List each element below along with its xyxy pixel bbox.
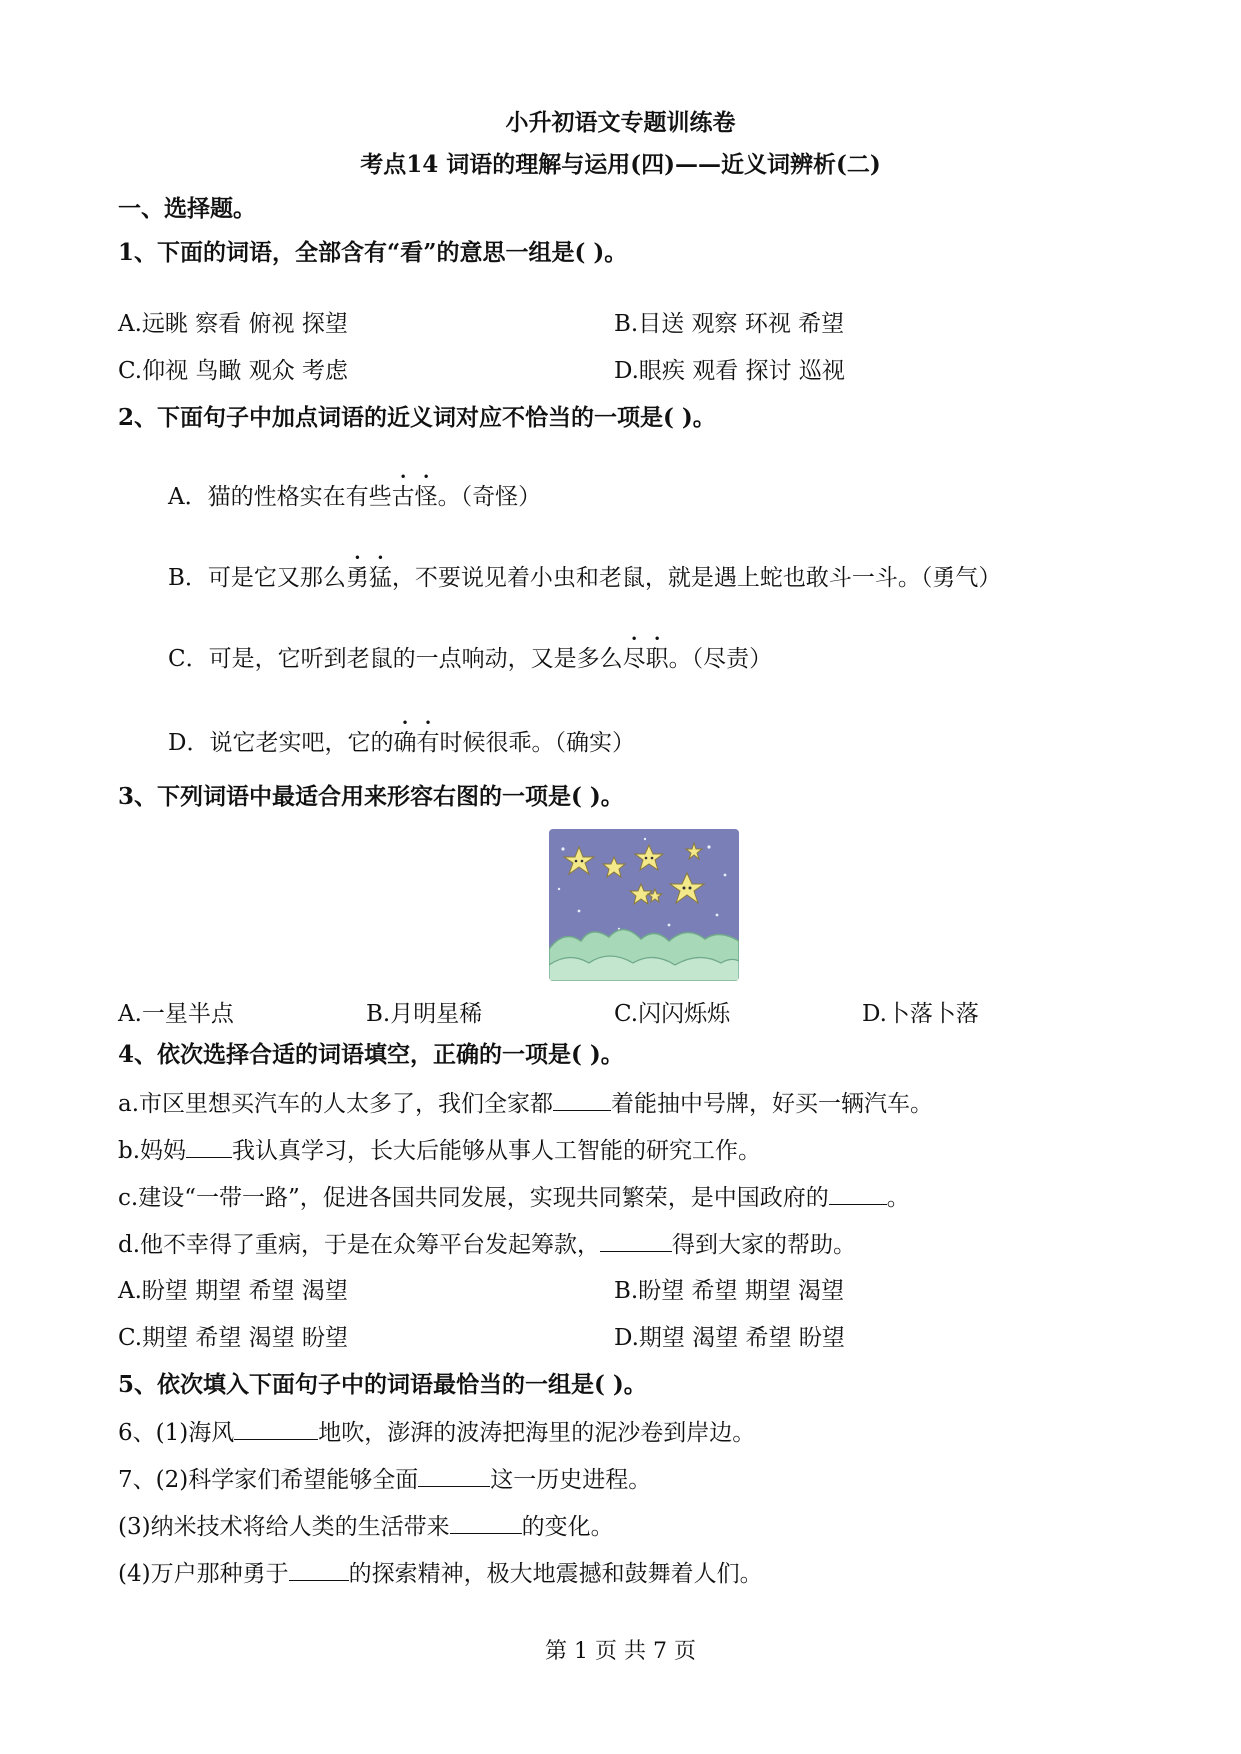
- dotted-word: 确有: [393, 730, 440, 756]
- q1-stem: 1、下面的词语，全部含有“看”的意思一组是( )。: [118, 239, 628, 266]
- q4-option-d: D.期望 渴望 希望 盼望: [614, 1325, 845, 1351]
- fill-blank: [289, 1558, 349, 1581]
- q5-stem: 5、依次填入下面句子中的词语最恰当的一组是( )。: [118, 1371, 647, 1398]
- fill-blank: [450, 1511, 522, 1534]
- q1-option-b: B.目送 观察 环视 希望: [614, 311, 845, 337]
- night-sky-stars-illustration: [549, 829, 739, 981]
- fill-blank: [186, 1135, 232, 1158]
- q3-option-a: A.一星半点: [118, 1001, 234, 1027]
- fill-blank: [553, 1088, 611, 1111]
- q3-option-c: C.闪闪烁烁: [614, 1001, 731, 1027]
- dotted-word: 尽职: [622, 646, 669, 672]
- q5-sentence-3: (3)纳米技术将给人类的生活带来 的变化。: [118, 1511, 614, 1542]
- q4-sentence-c: c.建设“一带一路”，促进各国共同发展，实现共同繁荣，是中国政府的 。: [118, 1182, 910, 1213]
- q5-sentence-4: (4)万户那种勇于 的探索精神，极大地震撼和鼓舞着人们。: [118, 1558, 763, 1589]
- q1-option-a: A.远眺 察看 俯视 探望: [118, 311, 348, 337]
- q4-sentence-a: a.市区里想买汽车的人太多了，我们全家都 着能抽中号牌，好买一辆汽车。: [118, 1088, 933, 1119]
- fill-blank: [600, 1229, 672, 1252]
- q3-stem: 3、下列词语中最适合用来形容右图的一项是( )。: [118, 783, 624, 810]
- q4-option-b: B.盼望 希望 期望 渴望: [614, 1278, 845, 1304]
- q5-sentence-2: 7、(2)科学家们希望能够全面 这一历史进程。: [118, 1464, 651, 1495]
- q4-sentence-d: d.他不幸得了重病，于是在众筹平台发起筹款， 得到大家的帮助。: [118, 1229, 856, 1260]
- page-title: 小升初语文专题训练卷: [505, 109, 736, 136]
- page-footer: 第 1 页 共 7 页: [545, 1639, 696, 1664]
- page-subtitle: 考点14 词语的理解与运用(四)——近义词辨析(二): [360, 151, 881, 178]
- q2-option-c: C．可是，它听到老鼠的一点响动，又是多么尽职。（尽责）: [168, 646, 773, 672]
- q3-option-b: B.月明星稀: [366, 1001, 483, 1027]
- q4-stem: 4、依次选择合适的词语填空，正确的一项是( )。: [118, 1041, 624, 1068]
- q2-option-d: D．说它老实吧，它的确有时候很乖。（确实）: [168, 730, 635, 756]
- q1-option-d: D.眼疾 观看 探讨 巡视: [614, 358, 845, 384]
- dotted-word: 勇猛: [345, 565, 392, 591]
- q1-option-c: C.仰视 鸟瞰 观众 考虑: [118, 358, 349, 384]
- fill-blank: [418, 1464, 490, 1487]
- q4-sentence-b: b.妈妈 我认真学习，长大后能够从事人工智能的研究工作。: [118, 1135, 761, 1166]
- q2-option-a: A．猫的性格实在有些古怪。（奇怪）: [168, 484, 542, 510]
- fill-blank: [829, 1182, 887, 1205]
- q5-sentence-1: 6、(1)海风 地吹，澎湃的波涛把海里的泥沙卷到岸边。: [118, 1417, 755, 1448]
- q4-option-a: A.盼望 期望 希望 渴望: [118, 1278, 348, 1304]
- dotted-word: 古怪: [391, 484, 438, 510]
- q2-stem: 2、下面句子中加点词语的近义词对应不恰当的一项是( )。: [118, 404, 716, 431]
- q3-option-d: D.卜落卜落: [862, 1001, 979, 1027]
- section-heading: 一、选择题。: [118, 195, 256, 222]
- fill-blank: [234, 1417, 318, 1440]
- q2-option-b: B．可是它又那么勇猛，不要说见着小虫和老鼠，就是遇上蛇也敢斗一斗。（勇气）: [168, 565, 1002, 591]
- q4-option-c: C.期望 希望 渴望 盼望: [118, 1325, 349, 1351]
